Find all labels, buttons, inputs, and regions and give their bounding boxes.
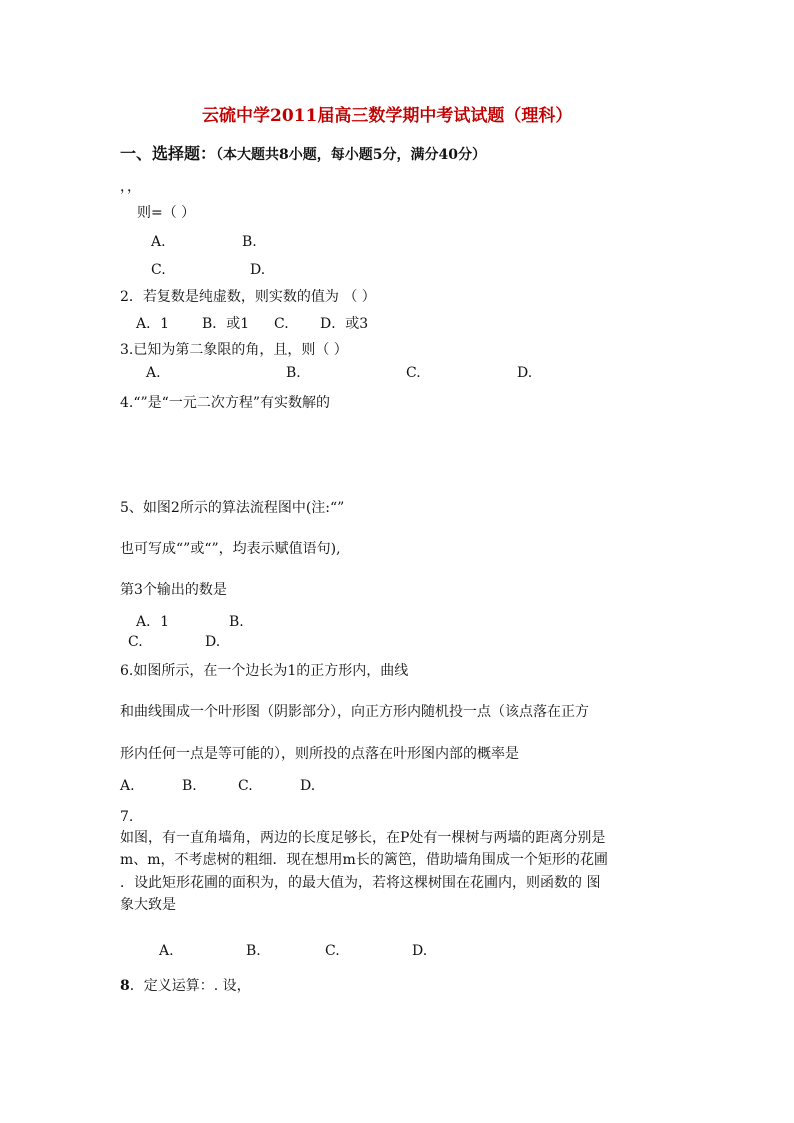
- q1-option-b: B.: [242, 234, 257, 250]
- q2-option-a: A．1: [136, 316, 170, 332]
- q5-option-b: B.: [229, 614, 244, 630]
- q6-option-a: A.: [120, 778, 135, 794]
- q7-line4: 象大致是: [120, 897, 176, 913]
- q7-option-c: C.: [325, 943, 340, 959]
- q6-line3: 形内任何一点是等可能的），则所投的点落在叶形图内部的概率是: [120, 746, 519, 762]
- q1-option-d: D.: [250, 262, 266, 278]
- q5-option-c: C.: [128, 634, 143, 650]
- q2-option-c: C.: [274, 316, 289, 332]
- q7-number: 7.: [120, 809, 134, 825]
- q4-stem: 4.“”是“一元二次方程”有实数解的: [120, 395, 330, 411]
- q3-option-c: C.: [406, 365, 421, 381]
- q5-line2: 也可写成“”或“”，均表示赋值语句),: [120, 541, 341, 557]
- q7-option-a: A.: [159, 943, 174, 959]
- section-note: （本大题共8小题，每小题5分，满分40分）: [216, 147, 486, 163]
- q3-option-a: A.: [146, 365, 161, 381]
- q1-line1: ，，: [120, 179, 141, 195]
- q2-option-d: D．或3: [320, 316, 369, 332]
- q5-line1: 5、如图2所示的算法流程图中(注:“”: [120, 500, 345, 516]
- q7-line2: m、m，不考虑树的粗细．现在想用m长的篱笆，借助墙角围成一个矩形的花圃: [120, 852, 608, 868]
- q7-option-b: B.: [246, 943, 261, 959]
- q8-number: 8: [120, 978, 130, 994]
- q6-line1: 6.如图所示，在一个边长为1的正方形内，曲线: [120, 663, 409, 679]
- q5-option-a: A．1: [136, 614, 170, 630]
- section-label: 一、选择题：: [120, 144, 217, 163]
- q5-option-d: D.: [205, 634, 221, 650]
- q1-option-a: A.: [151, 234, 166, 250]
- q8-text: ．定义运算：. 设，: [129, 978, 251, 994]
- section-heading: [120, 145, 486, 164]
- q3-option-b: B.: [286, 365, 301, 381]
- q2-stem: 2．若复数是纯虚数，则实数的值为 （ ）: [120, 289, 376, 305]
- q6-option-c: C.: [238, 778, 253, 794]
- q7-line1: 如图，有一直角墙角，两边的长度足够长，在P处有一棵树与两墙的距离分别是: [120, 830, 606, 846]
- q6-option-d: D.: [300, 778, 316, 794]
- q1-option-c: C.: [151, 262, 166, 278]
- q6-option-b: B.: [182, 778, 197, 794]
- q6-line2: 和曲线围成一个叶形图（阴影部分），向正方形内随机投一点（该点落在正方: [120, 704, 589, 720]
- q8-stem: [120, 977, 251, 995]
- q5-line3: 第3个输出的数是: [120, 582, 227, 598]
- q7-line3: ．设此矩形花圃的面积为，的最大值为，若将这棵树围在花圃内，则函数的 图: [120, 875, 601, 891]
- q7-option-d: D.: [412, 943, 428, 959]
- q3-option-d: D.: [517, 365, 533, 381]
- q1-line2: 则=（ ）: [137, 205, 196, 221]
- q3-stem: 3.已知为第二象限的角，且，则（ ）: [120, 342, 348, 358]
- q2-option-b: B．或1: [202, 316, 250, 332]
- exam-title: 云硫中学2011届高三数学期中考试试题（理科）: [202, 106, 573, 126]
